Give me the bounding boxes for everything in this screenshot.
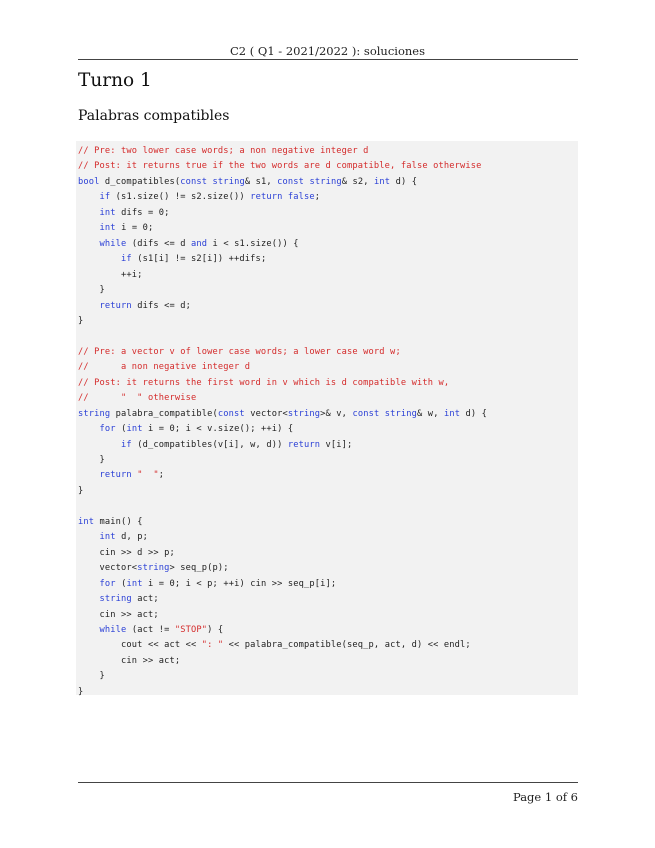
code-token-plain bbox=[78, 239, 100, 249]
code-line bbox=[78, 407, 487, 422]
code-token-keyword: const bbox=[352, 408, 380, 419]
code-token-keyword: for bbox=[99, 578, 116, 589]
code-token-plain bbox=[78, 440, 121, 450]
code-line bbox=[78, 422, 293, 437]
code-line bbox=[78, 546, 175, 561]
code-token-keyword: string bbox=[384, 408, 418, 419]
code-token-keyword: int bbox=[99, 207, 116, 218]
code-token-plain: & s2, bbox=[341, 176, 375, 187]
code-line bbox=[78, 299, 191, 314]
code-line bbox=[78, 221, 153, 236]
code-line bbox=[78, 206, 170, 221]
code-token-plain: cin >> d >> p; bbox=[78, 547, 175, 558]
code-token-plain bbox=[78, 301, 100, 311]
code-token-plain: & w, bbox=[417, 408, 444, 419]
code-line bbox=[78, 314, 83, 329]
code-token-plain: ( bbox=[115, 424, 127, 435]
code-token-keyword: string bbox=[99, 594, 132, 605]
code-line bbox=[78, 592, 159, 607]
code-token-plain: d, p; bbox=[115, 532, 148, 543]
code-token-plain: d) { bbox=[460, 408, 488, 419]
code-token-plain bbox=[78, 470, 100, 480]
code-token-keyword: string bbox=[212, 176, 245, 187]
code-token-plain: (s1.size() != s2.size()) bbox=[110, 192, 251, 203]
code-token-keyword: const bbox=[180, 176, 208, 187]
code-token-keyword: and bbox=[191, 238, 208, 249]
code-token-plain: d_compatibles( bbox=[99, 176, 181, 187]
code-token-plain bbox=[78, 254, 121, 264]
code-token-plain: vector< bbox=[78, 563, 138, 574]
code-token-plain: main() { bbox=[94, 516, 143, 527]
code-token-plain: (d_compatibles(v[i], w, d)) bbox=[131, 439, 288, 450]
code-token-plain: i = 0; i < v.size(); ++i) { bbox=[142, 424, 294, 435]
code-token-comment: // Pre: a vector v of lower case words; a lower case word w; bbox=[78, 346, 401, 357]
code-token-plain: ; bbox=[158, 470, 165, 481]
code-token-keyword: for bbox=[99, 424, 116, 435]
header-rule bbox=[78, 59, 578, 60]
code-token-keyword: const bbox=[277, 176, 305, 187]
footer-rule bbox=[78, 782, 578, 783]
code-line bbox=[78, 608, 159, 623]
code-token-plain bbox=[78, 532, 100, 542]
code-token-plain: ++i; bbox=[78, 269, 143, 280]
code-token-keyword: if bbox=[121, 439, 132, 450]
code-token-plain: & s1, bbox=[244, 176, 278, 187]
code-token-plain bbox=[78, 192, 100, 202]
code-line bbox=[78, 391, 196, 406]
code-token-comment: // Pre: two lower case words; a non negative integer d bbox=[78, 146, 369, 156]
code-token-comment: // Post: it returns the first word in v which is d compatible with w, bbox=[78, 377, 450, 388]
code-token-plain: difs <= d; bbox=[131, 300, 192, 311]
code-token-plain: } bbox=[78, 285, 105, 296]
code-line bbox=[78, 530, 148, 545]
code-token-string: " " bbox=[137, 470, 159, 481]
code-line bbox=[78, 376, 449, 391]
code-line bbox=[78, 468, 164, 483]
code-line bbox=[78, 438, 352, 453]
code-token-comment: // Post: it returns true if the two words are d compatible, false otherwise bbox=[78, 161, 482, 172]
code-token-plain: (difs <= d bbox=[126, 238, 192, 249]
code-token-plain: i = 0; i < p; ++i) cin >> seq_p[i]; bbox=[142, 578, 337, 589]
code-line bbox=[78, 237, 299, 252]
code-token-plain: ( bbox=[115, 578, 127, 589]
code-token-keyword: string bbox=[137, 563, 170, 574]
code-token-plain: act; bbox=[131, 594, 159, 605]
code-token-plain bbox=[78, 223, 100, 233]
code-token-keyword: bool bbox=[78, 176, 100, 187]
code-token-plain bbox=[78, 594, 100, 604]
code-token-plain: v[i]; bbox=[320, 439, 353, 450]
code-token-plain: } bbox=[78, 686, 84, 697]
code-token-plain: (act != bbox=[126, 624, 175, 635]
code-line bbox=[78, 453, 105, 468]
code-token-keyword: false bbox=[287, 192, 315, 203]
code-token-plain: > seq_p(p); bbox=[169, 563, 229, 574]
code-token-plain: difs = 0; bbox=[115, 207, 170, 218]
code-line bbox=[78, 360, 250, 375]
code-token-keyword: string bbox=[287, 408, 321, 419]
code-token-keyword: int bbox=[126, 424, 143, 435]
code-line bbox=[78, 669, 105, 684]
page-header-title: C2 ( Q1 - 2021/2022 ): soluciones bbox=[229, 44, 425, 58]
code-token-keyword: int bbox=[374, 176, 391, 187]
code-line bbox=[78, 283, 105, 298]
subsection-title: Palabras compatibles bbox=[78, 108, 230, 124]
code-token-plain: cin >> act; bbox=[78, 609, 159, 620]
code-token-plain bbox=[78, 424, 100, 434]
code-token-plain bbox=[78, 208, 100, 218]
section-title: Turno 1 bbox=[78, 70, 152, 91]
code-token-keyword: const bbox=[217, 408, 245, 419]
code-token-keyword: int bbox=[99, 223, 116, 234]
code-token-keyword: string bbox=[78, 408, 111, 419]
code-token-plain: } bbox=[78, 315, 84, 326]
code-line bbox=[78, 638, 471, 653]
code-token-keyword: string bbox=[309, 176, 342, 187]
code-token-keyword: return bbox=[99, 470, 132, 481]
code-token-plain: (s1[i] != s2[i]) ++difs; bbox=[131, 254, 267, 265]
code-line bbox=[78, 623, 223, 638]
code-token-keyword: int bbox=[99, 532, 116, 543]
code-token-plain: palabra_compatible( bbox=[110, 408, 218, 419]
code-token-plain: ; bbox=[314, 192, 321, 203]
page-number: Page 1 of 6 bbox=[512, 790, 578, 804]
code-token-keyword: int bbox=[126, 578, 143, 589]
code-token-plain: vector< bbox=[244, 408, 288, 419]
code-token-keyword: if bbox=[99, 192, 111, 203]
code-token-plain bbox=[78, 625, 100, 635]
code-token-comment: // " " otherwise bbox=[78, 393, 197, 404]
code-token-plain: cin >> act; bbox=[78, 655, 181, 666]
code-token-keyword: return bbox=[250, 192, 283, 203]
code-token-keyword: while bbox=[99, 624, 127, 635]
code-token-keyword: while bbox=[99, 238, 127, 249]
code-line bbox=[78, 561, 229, 576]
code-line bbox=[78, 268, 143, 283]
code-line bbox=[78, 252, 266, 267]
code-token-plain bbox=[78, 579, 100, 589]
code-token-keyword: return bbox=[99, 300, 132, 311]
code-token-plain: d) { bbox=[390, 176, 418, 187]
code-line bbox=[78, 144, 369, 159]
code-line bbox=[78, 345, 401, 360]
code-line bbox=[78, 190, 320, 205]
code-line bbox=[78, 654, 180, 669]
code-token-keyword: int bbox=[443, 408, 461, 419]
code-token-plain: cout << act << bbox=[78, 640, 202, 651]
code-line bbox=[78, 484, 83, 499]
code-line bbox=[78, 685, 83, 700]
code-line bbox=[78, 175, 417, 190]
code-token-keyword: if bbox=[121, 254, 132, 265]
code-line bbox=[78, 159, 482, 174]
code-token-plain: ) { bbox=[207, 624, 224, 635]
code-line bbox=[78, 577, 336, 592]
code-token-plain: } bbox=[78, 671, 105, 682]
code-token-plain: << palabra_compatible(seq_p, act, d) << endl; bbox=[223, 640, 471, 651]
code-token-plain: } bbox=[78, 485, 84, 496]
code-token-plain: >& v, bbox=[320, 408, 353, 419]
code-token-string: ": " bbox=[201, 640, 224, 651]
code-token-comment: // a non negative integer d bbox=[78, 362, 251, 373]
code-token-keyword: return bbox=[287, 439, 321, 450]
code-token-plain: } bbox=[78, 455, 105, 465]
code-token-string: "STOP" bbox=[174, 624, 208, 635]
code-token-plain: i = 0; bbox=[115, 223, 154, 234]
code-token-keyword: int bbox=[78, 516, 95, 527]
code-line bbox=[78, 515, 143, 530]
code-token-plain: i < s1.size()) { bbox=[207, 238, 299, 249]
